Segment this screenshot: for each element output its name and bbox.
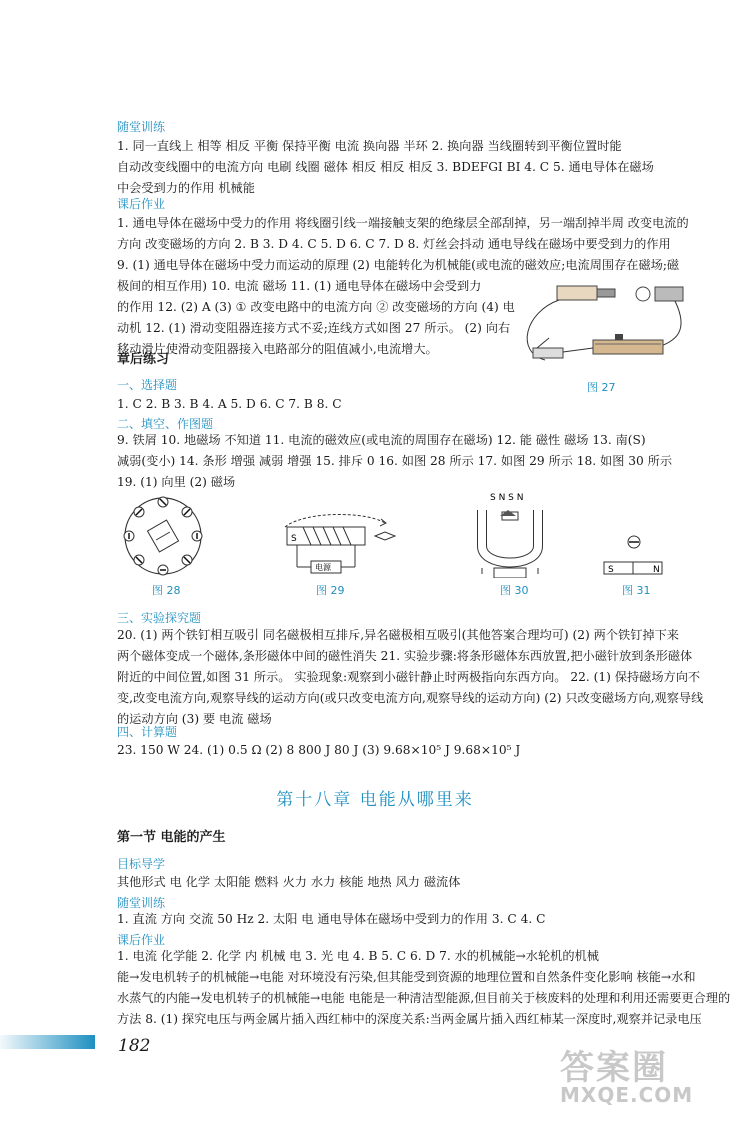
text-line: 水蒸气的内能→发电机转子的机械能→电能 电能是一种清洁型能源,但目前关于核废料的处理和利用还需要更合理的 bbox=[117, 991, 731, 1005]
text-line: 极间的相互作用) 10. 电流 磁场 11. (1) 通电导体在磁场中会受到力 bbox=[117, 279, 482, 293]
figure-27-caption: 图 27 bbox=[587, 381, 616, 394]
part3-heading: 三、实验探究题 bbox=[117, 611, 202, 625]
text-line: 9. 铁屑 10. 地磁场 不知道 11. 电流的磁效应(或电流的周围存在磁场) 12. 能 磁性 磁场 13. 南(S) bbox=[117, 433, 646, 447]
part4-answers bbox=[117, 740, 702, 761]
text-line: 23. 150 W 24. (1) 0.5 Ω (2) 8 800 J 80 J (3) 9.68×10⁵ J 9.68×10⁵ J bbox=[117, 743, 521, 757]
page-number: 182 bbox=[118, 1036, 151, 1056]
part3-answers bbox=[117, 625, 702, 730]
text-line: 动机 12. (1) 滑动变阻器连接方式不妥;连线方式如图 27 所示。 (2) 向右 bbox=[117, 321, 511, 335]
chapter-exercise-title: 章后练习 bbox=[117, 352, 170, 367]
text-line: 中会受到力的作用 机械能 bbox=[117, 181, 255, 195]
part2-answers bbox=[117, 430, 702, 493]
text-line: 1. 直流 方向 交流 50 Hz 2. 太阳 电 通电导体在磁场中受到力的作用 3. C 4. C bbox=[117, 912, 546, 926]
part1-heading: 一、选择题 bbox=[117, 378, 178, 392]
section-heading-homework: 课后作业 bbox=[117, 197, 166, 211]
power-label: 电源 bbox=[315, 563, 331, 572]
text-line: 移动滑片使滑动变阻器接入电路部分的阻值减小,电流增大。 bbox=[117, 342, 438, 356]
text-line: 19. (1) 向里 (2) 磁场 bbox=[117, 475, 236, 489]
figure-31-bar-magnet bbox=[602, 530, 664, 578]
figure-27-circuit bbox=[515, 282, 690, 377]
svg-text:N: N bbox=[653, 565, 660, 575]
text-line: 方向 改变磁场的方向 2. B 3. D 4. C 5. D 6. C 7. D 8. 灯丝会抖动 通电导线在磁场中要受到力的作用 bbox=[117, 237, 671, 251]
text-line: 20. (1) 两个铁钉相互吸引 同名磁极相互排斥,异名磁极相互吸引(其他答案合理均可) (2) 两个铁钉掉下来 bbox=[117, 628, 679, 642]
text-line: 1. C 2. B 3. B 4. A 5. D 6. C 7. B 8. C bbox=[117, 397, 342, 411]
section-title: 第一节 电能的产生 bbox=[117, 830, 226, 845]
figure-29-solenoid bbox=[275, 505, 415, 577]
section-heading-practice: 随堂训练 bbox=[117, 120, 166, 134]
watermark-logo: 答案圈 MXQE.COM bbox=[560, 1048, 694, 1107]
text-line: 1. 电流 化学能 2. 化学 内 机械 电 3. 光 电 4. B 5. C 6. D 7. 水的机械能→水轮机的机械 bbox=[117, 949, 599, 963]
goal-answers bbox=[117, 872, 702, 893]
text-line: 的作用 12. (2) A (3) ① 改变电路中的电流方向 ② 改变磁场的方向 (4) 电 bbox=[117, 300, 515, 314]
svg-text:S: S bbox=[291, 534, 297, 544]
text-line: 变,改变电流方向,观察导线的运动方向(或只改变电流方向,观察导线的运动方向) (2) 只改变磁场方向,观察导线 bbox=[117, 691, 704, 705]
figure-30-caption: 图 30 bbox=[500, 584, 529, 597]
part4-heading: 四、计算题 bbox=[117, 725, 178, 739]
chapter-18-title: 第十八章 电能从哪里来 bbox=[276, 790, 474, 810]
figure-28-caption: 图 28 bbox=[152, 584, 181, 597]
homework-answers-18 bbox=[117, 946, 731, 1030]
text-line: 附近的中间位置,如图 31 所示。 实验现象:观察到小磁针静止时两极指向东西方向。 22. (1) 保持磁场方向不 bbox=[117, 670, 701, 684]
figure-28-compass-ring bbox=[122, 495, 204, 577]
text-line: 方法 8. (1) 探究电压与两金属片插入西红柿中的深度关系:当两金属片插入西红柿某一深度时,观察并记录电压 bbox=[117, 1012, 702, 1026]
text-line: 1. 通电导体在磁场中受力的作用 将线圈引线一端接触支架的绝缘层全部刮掉，另一端刮掉半周 改变电流的 bbox=[117, 216, 689, 230]
text-line: 的运动方向 (3) 要 电流 磁场 bbox=[117, 712, 272, 726]
homework-heading: 课后作业 bbox=[117, 933, 166, 947]
svg-text:S: S bbox=[608, 565, 614, 575]
text-line: 9. (1) 通电导体在磁场中受力而运动的原理 (2) 电能转化为机械能(或电流的磁效应;电流周围存在磁场;磁 bbox=[117, 258, 680, 272]
figure-30-u-magnet bbox=[470, 488, 555, 578]
text-line: 减弱(变小) 14. 条形 增强 减弱 增强 15. 排斥 0 16. 如图 28 所示 17. 如图 29 所示 18. 如图 30 所示 bbox=[117, 454, 673, 468]
figure-31-caption: 图 31 bbox=[622, 584, 651, 597]
goal-heading: 目标导学 bbox=[117, 857, 166, 871]
text-line: 1. 同一直线上 相等 相反 平衡 保持平衡 电流 换向器 半环 2. 换向器 当线圈转到平衡位置时能 bbox=[117, 139, 622, 153]
text-line: 两个磁体变成一个磁体,条形磁体中间的磁性消失 21. 实验步骤:将条形磁体东西放置,把小磁针放到条形磁体 bbox=[117, 649, 693, 663]
svg-text:S N S N: S N S N bbox=[490, 493, 524, 503]
page-number-bar bbox=[0, 1035, 95, 1049]
part2-heading: 二、填空、作图题 bbox=[117, 417, 214, 431]
text-line: 能→发电机转子的机械能→电能 对环境没有污染,但其能受到资源的地理位置和自然条件变化影响 核能→水和 bbox=[117, 970, 696, 984]
text-line: 其他形式 电 化学 太阳能 燃料 火力 水力 核能 地热 风力 磁流体 bbox=[117, 875, 461, 889]
practice-heading: 随堂训练 bbox=[117, 896, 166, 910]
text-line: 自动改变线圈中的电流方向 电刷 线圈 磁体 相反 相反 相反 3. BDEFGI BI 4. C 5. 通电导体在磁场 bbox=[117, 160, 654, 174]
figure-29-caption: 图 29 bbox=[316, 584, 345, 597]
practice-answers bbox=[117, 136, 702, 199]
practice-answers-18 bbox=[117, 909, 702, 930]
part1-answers bbox=[117, 394, 702, 415]
